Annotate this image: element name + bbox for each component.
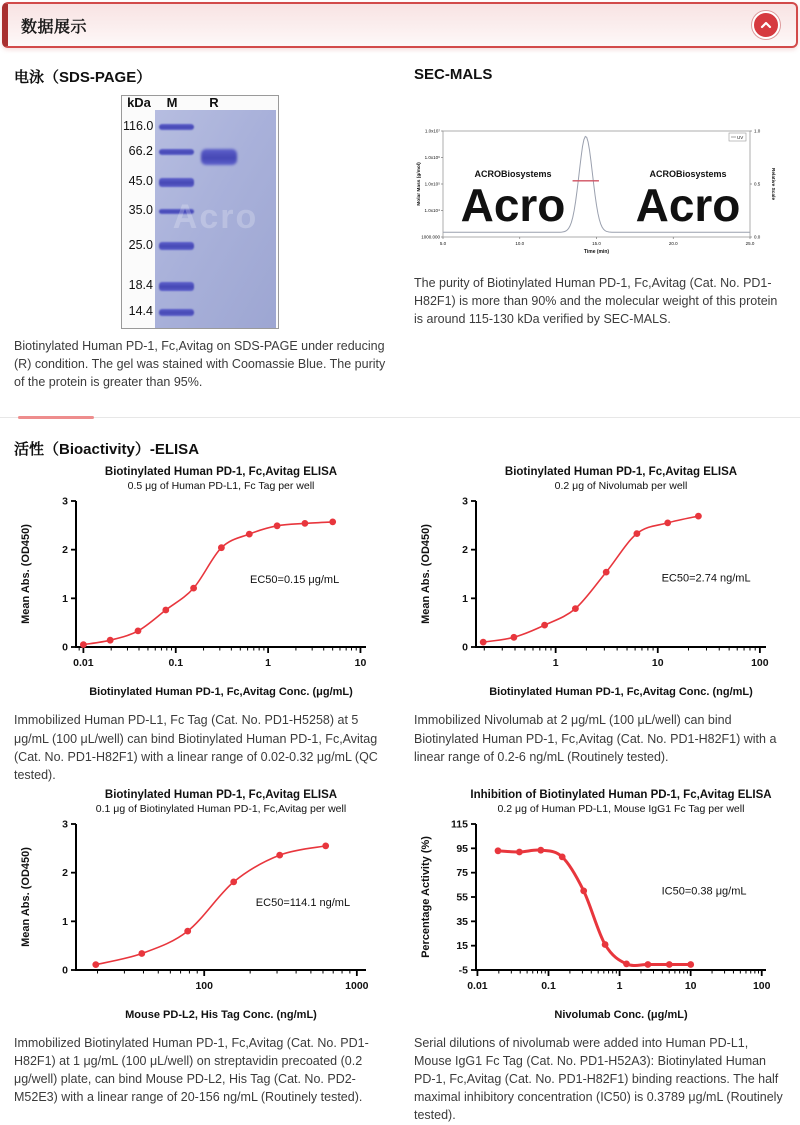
svg-text:0.1: 0.1 [168,657,184,670]
svg-text:1.0x10⁷: 1.0x10⁷ [424,128,440,134]
elisa-chart-2 [414,461,786,703]
svg-text:1: 1 [62,593,68,606]
elisa-chart-cell-4 [400,784,800,1125]
gel-kda-label: kDa [127,95,151,110]
svg-text:1000.000: 1000.000 [420,234,440,240]
bioactivity-heading: 活性（Bioactivity）-ELISA [14,441,200,459]
gel-marker-label: 116.0 [123,119,154,133]
svg-text:1.0x10⁴: 1.0x10⁴ [424,208,440,214]
svg-text:1.0: 1.0 [753,128,760,134]
gel-marker-label: 35.0 [128,203,153,217]
chart-y-label: Mean Abs. (OD450) [20,846,32,947]
sec-legend [729,133,746,141]
svg-text:1: 1 [552,657,559,670]
svg-text:15.0: 15.0 [591,241,601,246]
sec-x-axis [439,237,754,255]
gel-lane-m-label: M [166,95,178,110]
chart-x-label: Biotinylated Human PD-1, Fc,Avitag Conc. (ng/mL) [489,686,753,699]
svg-text:1: 1 [62,915,68,928]
top-row [0,48,800,391]
svg-text:75: 75 [456,867,468,880]
svg-text:Molar Mass (g/mol): Molar Mass (g/mol) [416,162,422,206]
chart-title: Biotinylated Human PD-1, Fc,Avitag ELISA [504,466,738,479]
svg-text:0.0: 0.0 [753,234,760,240]
sec-mals-figure [413,119,788,266]
gel-marker-band [159,282,194,291]
elisa-chart-1 [14,461,386,703]
svg-text:0.5: 0.5 [753,181,760,187]
svg-text:0: 0 [462,641,468,654]
chart-title: Biotinylated Human PD-1, Fc,Avitag ELISA [104,466,338,479]
sec-mals-column [400,48,800,391]
chart-subtitle: 0.1 μg of Biotinylated Human PD-1, Fc,Avitag per well [95,802,347,815]
chart-x-label: Mouse PD-L2, His Tag Conc. (ng/mL) [125,1008,317,1021]
gel-marker-label: 66.2 [128,144,153,158]
gel-watermark: Acro [172,198,259,236]
svg-text:0.01: 0.01 [467,979,488,992]
gel-marker-label: 45.0 [128,174,153,188]
sec-left-axis [416,129,443,240]
gel-marker-label: 18.4 [128,278,153,292]
sds-gel-image [121,95,279,329]
chart-subtitle: 0.2 μg of Nivolumab per well [554,480,688,493]
gel-marker-band [159,209,194,214]
data-points [495,847,694,968]
chart-title: Inhibition of Biotinylated Human PD-1, Fc,Avitag ELISA [470,788,772,801]
svg-text:15: 15 [456,940,468,953]
svg-text:3: 3 [62,495,68,508]
elisa-chart-3 [14,784,386,1026]
svg-text:Acro: Acro [460,179,565,231]
ec50-annotation: IC50=0.38 μg/mL [661,885,747,898]
svg-text:Acro: Acro [635,179,740,231]
elisa-charts-grid [0,461,800,1124]
svg-text:ACROBiosystems: ACROBiosystems [648,169,727,179]
elisa-caption-3: Immobilized Biotinylated Human PD-1, Fc,Avitag (Cat. No. PD1-H82F1) at 1 μg/mL (100 μL/well) on streptavidin precoated (0.2 μg/well) plate, can bind Mouse PD-L2, His Tag (Cat. No. PD2-M52E3) with a linear range of 20-156 ng/mL (Routinely tested). [14,1035,369,1105]
elisa-chart-cell-1 [0,461,400,784]
svg-text:100: 100 [752,979,771,992]
svg-text:0: 0 [62,641,68,654]
gel-marker-band [159,124,194,130]
svg-text:10: 10 [651,657,664,670]
sds-page-column [0,48,400,391]
sec-caption: The purity of Biotinylated Human PD-1, Fc,Avitag (Cat. No. PD1-H82F1) is more than 90% and the molecular weight of this protein is around 115-130 kDa verified by SEC-MALS. [414,276,778,327]
sds-heading: 电泳（SDS-PAGE） [14,69,152,86]
chart-y-label: Mean Abs. (OD450) [420,524,432,625]
svg-text:20.0: 20.0 [668,241,678,246]
svg-text:Relative Scale: Relative Scale [769,167,775,201]
sec-heading: SEC-MALS [414,66,493,83]
svg-text:0: 0 [62,964,68,977]
svg-text:3: 3 [62,818,68,831]
ec50-annotation: EC50=0.15 μg/mL [250,574,340,587]
svg-text:10.0: 10.0 [514,241,524,246]
chart-subtitle: 0.2 μg of Human PD-L1, Mouse IgG1 Fc Tag per well [497,802,745,815]
page [0,2,800,1125]
gel-marker-band [159,242,194,250]
svg-text:1: 1 [616,979,623,992]
svg-text:1.0x10⁶: 1.0x10⁶ [424,155,440,161]
gel-lane-r-label: R [209,95,219,110]
chart-y-label: Percentage Activity (%) [420,835,432,958]
gel-marker-band [159,309,194,316]
chart-axes [451,818,771,992]
gel-sample-band [201,149,237,165]
svg-text:UV: UV [736,135,743,140]
sds-caption: Biotinylated Human PD-1, Fc,Avitag on SDS-PAGE under reducing (R) condition. The gel was stained with Coomassie Blue. The purity of the protein is greater than 95%. [14,339,386,390]
svg-text:1: 1 [265,657,272,670]
chevron-up-icon [759,18,773,32]
svg-text:25.0: 25.0 [745,241,754,246]
svg-text:0.01: 0.01 [73,657,94,670]
section-header-bar [2,2,798,48]
fit-curve [498,850,691,966]
svg-text:2: 2 [62,867,68,880]
chart-x-label: Biotinylated Human PD-1, Fc,Avitag Conc. (μg/mL) [89,686,353,699]
gel-marker-label: 14.4 [128,304,153,318]
page-title: 数据展示 [21,18,88,36]
svg-text:10: 10 [684,979,697,992]
collapse-button[interactable] [752,11,780,39]
chart-subtitle: 0.5 μg of Human PD-L1, Fc Tag per well [127,480,315,493]
ec50-annotation: EC50=2.74 ng/mL [661,572,751,585]
svg-text:2: 2 [62,544,68,557]
svg-text:100: 100 [195,979,213,992]
sec-right-axis [750,129,776,240]
svg-text:ACROBiosystems: ACROBiosystems [473,169,552,179]
section-divider [0,417,800,418]
svg-text:1.0x10⁵: 1.0x10⁵ [424,181,440,187]
elisa-caption-4: Serial dilutions of nivolumab were added into Human PD-L1, Mouse IgG1 Fc Tag (Cat. No. PD1-H52A3): Biotinylated Human PD-1, Fc,Avitag (Cat. No. PD1-H82F1) binding reactions. The half maximal inhibitory concentration (IC50) is 0.3789 μg/mL (Routinely tested). [414,1035,783,1123]
sec-fig-wrap [414,119,786,266]
sds-gel-wrap [14,95,386,329]
svg-text:2: 2 [462,544,468,557]
gel-marker-label: 25.0 [128,238,153,252]
svg-text:3: 3 [462,495,468,508]
svg-text:115: 115 [451,818,468,831]
elisa-caption-1: Immobilized Human PD-L1, Fc Tag (Cat. No. PD1-H5258) at 5 μg/mL (100 μL/well) can bind Biotinylated Human PD-1, Fc,Avitag (Cat. No. PD1-H82F1) with a linear range of 0.02-0.32 μg/mL (QC tested). [14,713,378,782]
svg-text:1: 1 [462,593,468,606]
sec-mals-chart [413,119,788,261]
svg-text:95: 95 [456,842,468,855]
svg-text:0.1: 0.1 [541,979,556,992]
elisa-chart-cell-2 [400,461,800,784]
gel-marker-band [159,149,194,155]
svg-text:55: 55 [456,891,468,904]
chart-title: Biotinylated Human PD-1, Fc,Avitag ELISA [104,788,338,801]
svg-text:1000: 1000 [345,979,369,992]
gel-lanes-area [155,110,276,328]
svg-text:35: 35 [456,915,468,928]
elisa-chart-4 [414,784,786,1026]
svg-text:100: 100 [751,657,769,670]
chart-x-label: Nivolumab Conc. (μg/mL) [554,1008,688,1021]
gel-marker-band [159,178,194,187]
chart-y-label: Mean Abs. (OD450) [20,524,32,625]
svg-text:10: 10 [354,657,367,670]
svg-text:Time (min): Time (min) [583,249,609,255]
elisa-chart-cell-3 [0,784,400,1125]
svg-text:-5: -5 [458,964,468,977]
ec50-annotation: EC50=114.1 ng/mL [255,896,351,909]
svg-text:5.0: 5.0 [439,241,446,246]
elisa-caption-2: Immobilized Nivolumab at 2 μg/mL (100 μL/well) can bind Biotinylated Human PD-1, Fc,Avitag (Cat. No. PD1-H82F1) with a linear range of 0.2-6 ng/mL (Routinely tested). [414,713,777,764]
